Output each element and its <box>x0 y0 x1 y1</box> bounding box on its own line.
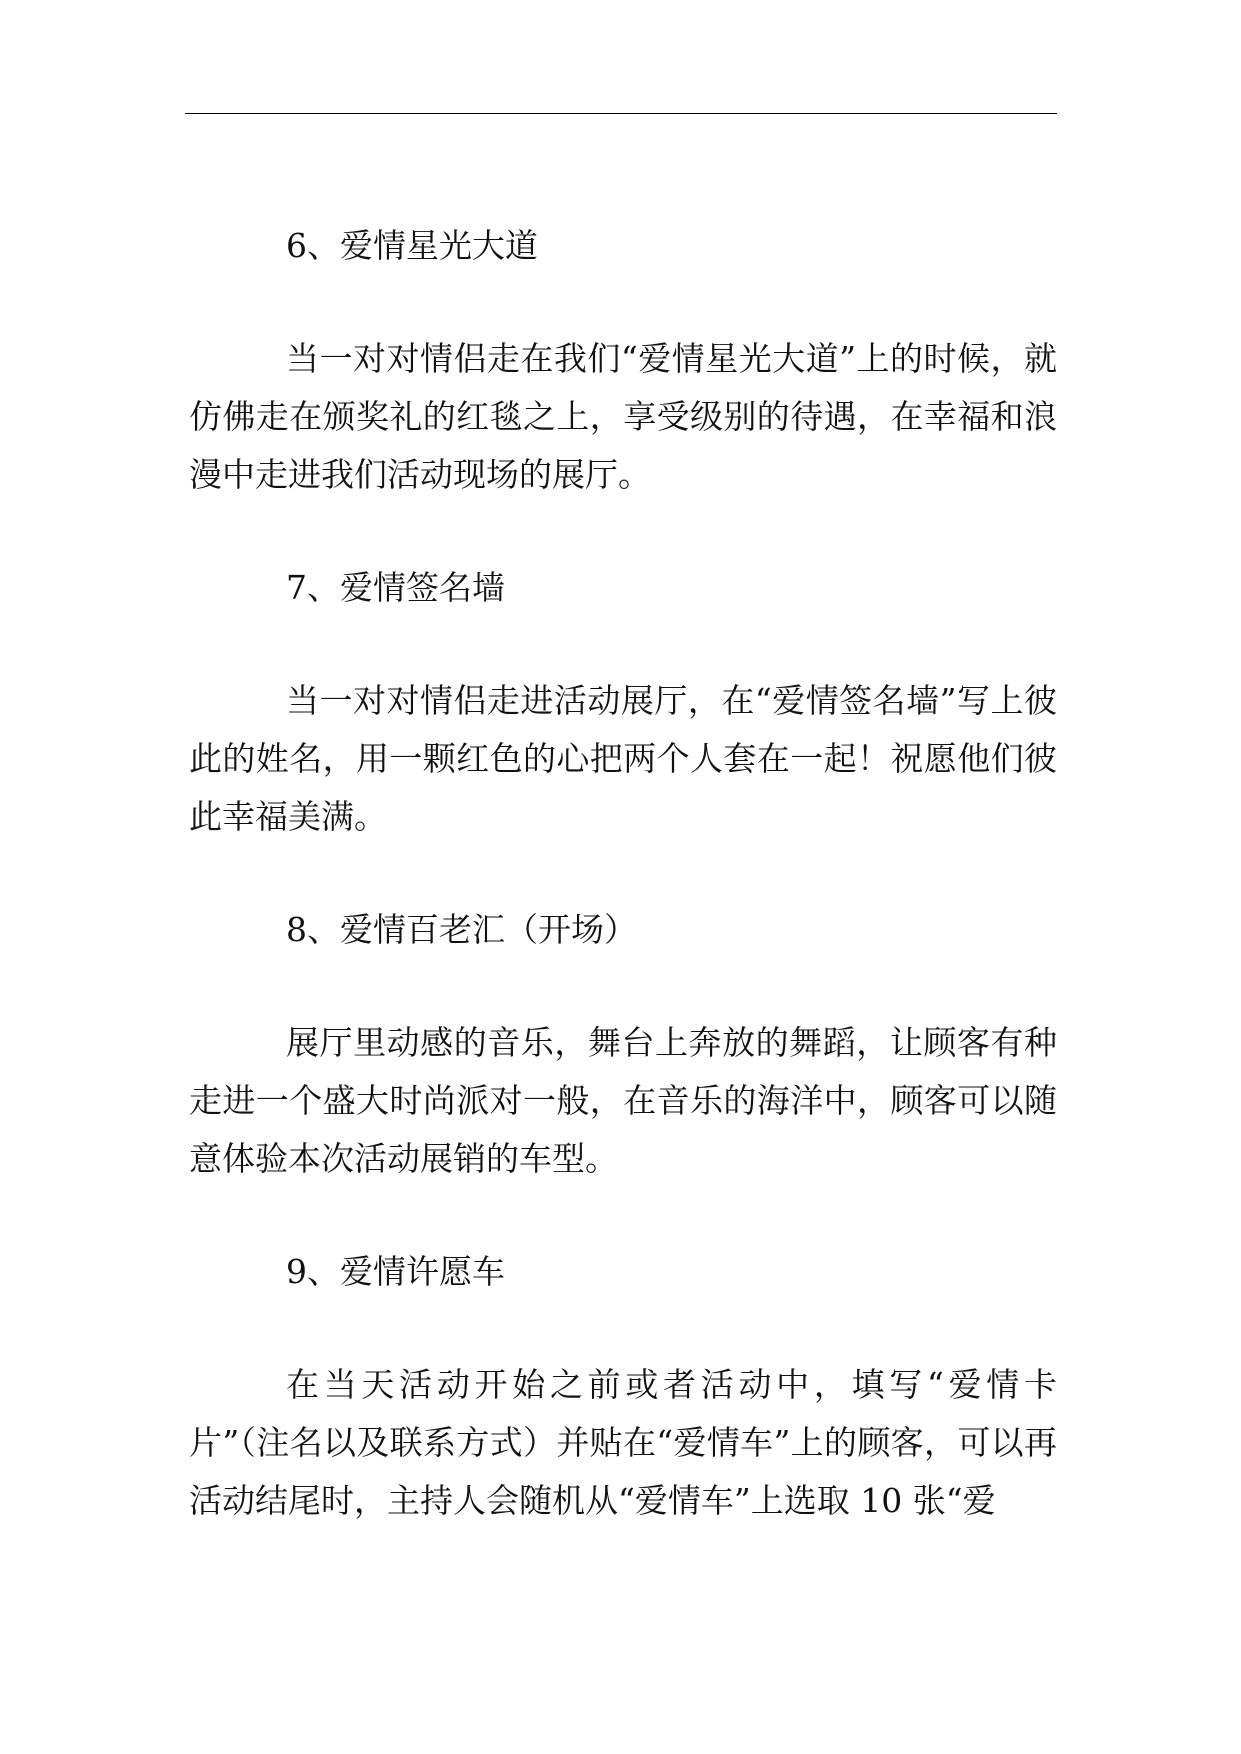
section-heading-6: 6、爱情星光大道 <box>286 226 538 265</box>
section-heading-7: 7、爱情签名墙 <box>286 568 505 607</box>
section-paragraph-6: 当一对对情侣走在我们“爱情星光大道”上的时候，就仿佛走在颁奖礼的红毯之上，享受级别的待遇，在幸福和浪漫中走进我们活动现场的展厅。 <box>189 339 1057 494</box>
section-paragraph-9: 在当天活动开始之前或者活动中，填写“爱情卡片”（注名以及联系方式）并贴在“爱情车”上的顾客，可以再活动结尾时，主持人会随机从“爱情车”上选取 10 张“爱 <box>189 1365 1057 1520</box>
section-paragraph-8: 展厅里动感的音乐，舞台上奔放的舞蹈，让顾客有种走进一个盛大时尚派对一般，在音乐的海洋中，顾客可以随意体验本次活动展销的车型。 <box>189 1023 1057 1178</box>
header-rule <box>185 113 1057 114</box>
document-body <box>189 217 1057 1530</box>
section-paragraph-7: 当一对对情侣走进活动展厅，在“爱情签名墙”写上彼此的姓名，用一颗红色的心把两个人套在一起！祝愿他们彼此幸福美满。 <box>189 681 1057 836</box>
section-heading-9: 9、爱情许愿车 <box>286 1252 505 1291</box>
section-heading-8: 8、爱情百老汇（开场） <box>286 910 637 949</box>
